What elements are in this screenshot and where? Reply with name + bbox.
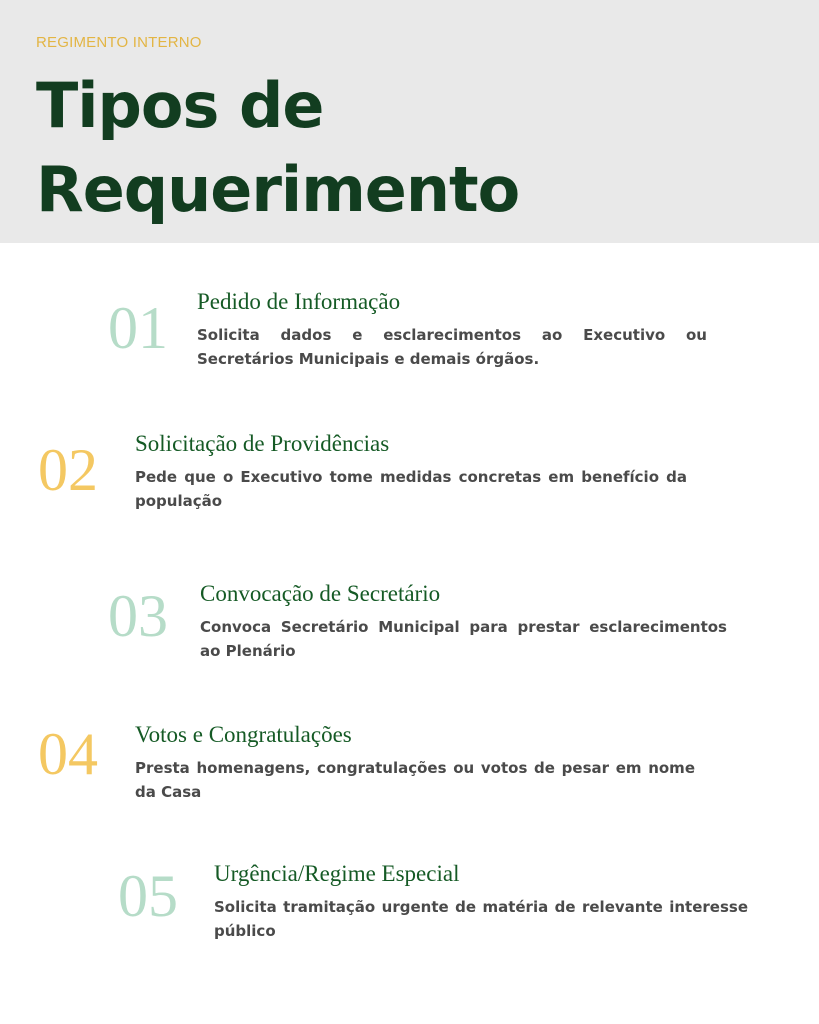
item-title: Urgência/Regime Especial bbox=[214, 861, 460, 886]
header-kicker: REGIMENTO INTERNO bbox=[36, 34, 202, 51]
item-number: 03 bbox=[108, 583, 168, 649]
item-description: Presta homenagens, congratulações ou votos de pesar em nome da Casa bbox=[135, 759, 695, 801]
header-panel bbox=[0, 0, 819, 243]
item-number: 05 bbox=[118, 863, 178, 929]
page-title: Tipos de Requerimento bbox=[36, 69, 520, 226]
item-title: Votos e Congratulações bbox=[135, 722, 352, 747]
item-number: 04 bbox=[38, 721, 98, 787]
item-description: Solicita tramitação urgente de matéria de relevante interesse público bbox=[214, 898, 748, 940]
item-description: Pede que o Executivo tome medidas concretas em benefício da população bbox=[135, 468, 687, 510]
item-number: 02 bbox=[38, 437, 98, 503]
item-title: Convocação de Secretário bbox=[200, 581, 441, 606]
item-description: Solicita dados e esclarecimentos ao Executivo ou Secretários Municipais e demais órgãos. bbox=[197, 326, 707, 368]
item-title: Pedido de Informação bbox=[197, 289, 401, 314]
item-number: 01 bbox=[108, 295, 168, 361]
item-description: Convoca Secretário Municipal para prestar esclarecimentos ao Plenário bbox=[200, 618, 727, 660]
item-title: Solicitação de Providências bbox=[135, 431, 390, 456]
